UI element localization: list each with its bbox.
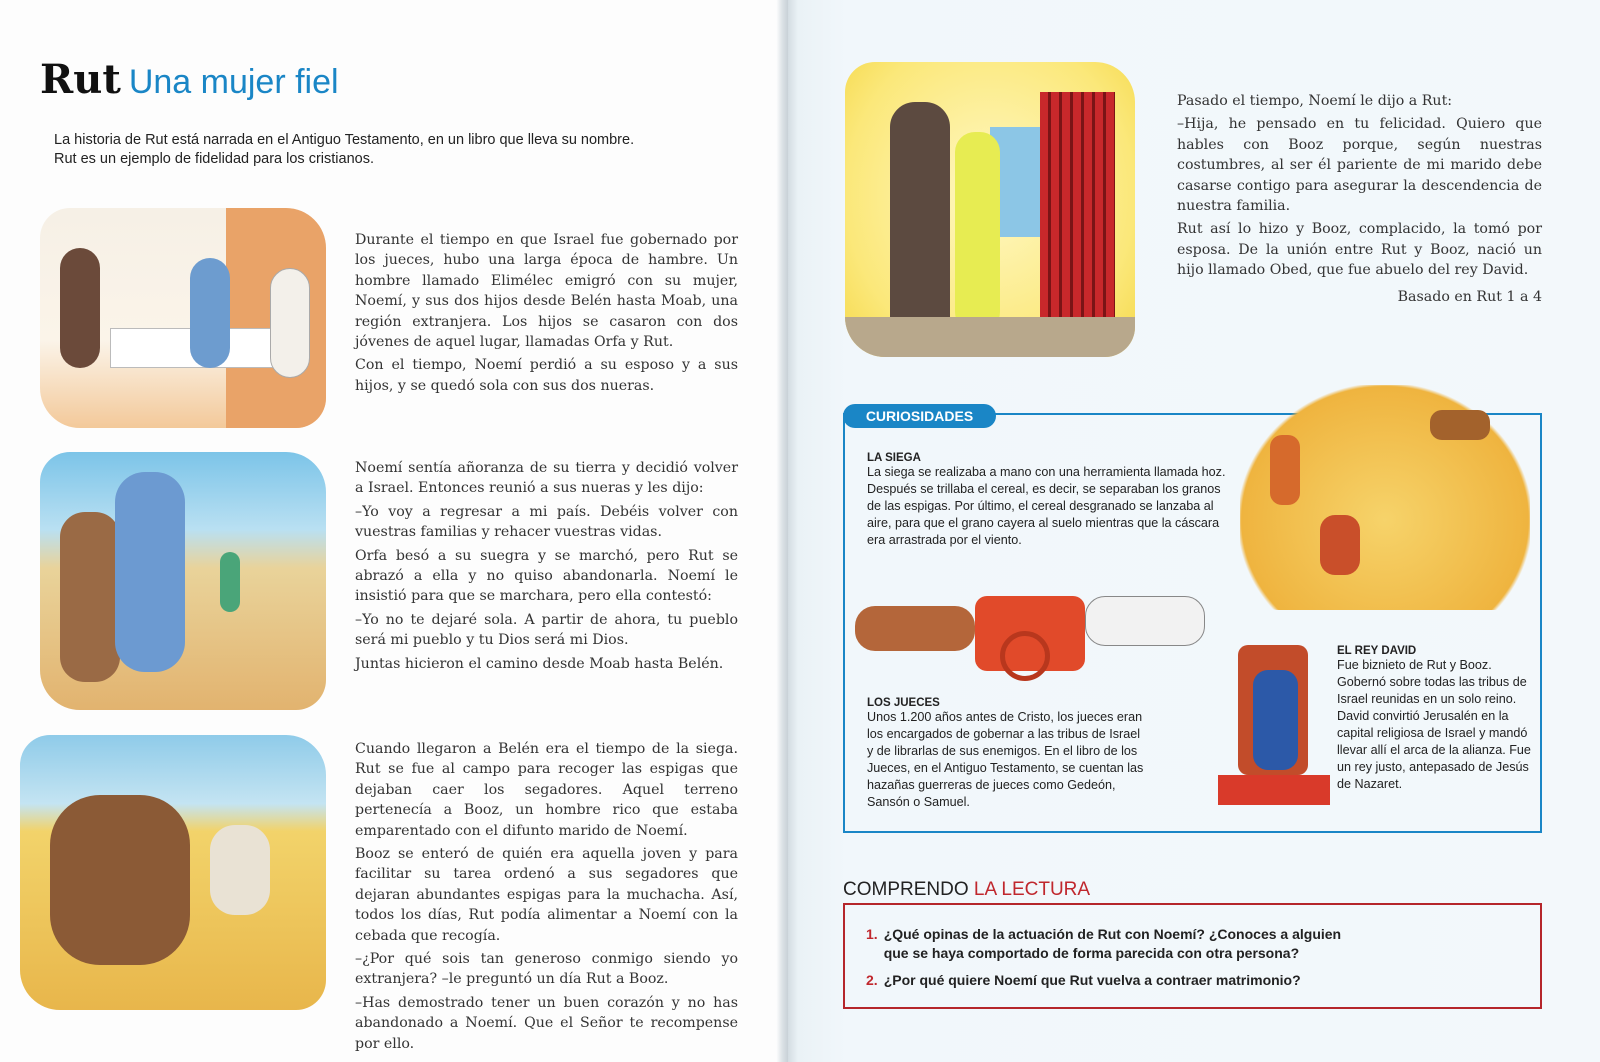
heading-part: COMPRENDO [843,879,969,900]
question-number: 1. [866,926,878,942]
heading-part: LA LECTURA [973,879,1091,900]
question-1 [866,925,1366,963]
curiosity-jueces [867,697,1147,811]
title-main: Rut [40,56,121,103]
title-subtitle: Una mujer fiel [128,63,339,101]
paragraph: Juntas hicieron el camino desde Moab hasta Belén. [355,655,724,672]
paragraph: –Has demostrado tener un buen corazón y no has abandonado a Noemí. Que el Señor te recompense por ello. [355,994,738,1052]
paragraph: Durante el tiempo en que Israel fue gobernado por los jueces, hubo una larga época de hambre. Un hombre llamado Elimélec emigró con su mujer, Noemí, y sus dos hijos desde Belén hasta Moab, una región extranjera. Los hijos se casaron con dos jóvenes de aquel lugar, llamadas Orfa y Rut. [355,232,738,351]
curiosity-heading: LA SIEGA [867,452,921,464]
page-title [40,56,339,103]
illustration-judges-chariot [850,566,1210,694]
paragraph: Orfa besó a su suegra y se marchó, pero Rut se abrazó a ella y no quiso abandonarla. Noemí le insistió para que se marchara, pero ella contestó: [355,547,738,605]
paragraph: Rut así lo hizo y Booz, complacido, la tomó por esposa. De la unión entre Rut y Booz, nació un hijo llamado Obed, que fue abuelo del rey David. [1177,221,1542,279]
illustration-king-david [1218,640,1330,810]
curiosidades-tab: CURIOSIDADES [843,404,996,428]
paragraph: Booz se enteró de quién era aquella joven y para facilitar su tarea ordenó a sus segadores que dejaran abundantes espigas para la muchacha. Así, todos los días, Rut podía alimentar a Noemí con la cebada que recogía. [355,846,738,944]
story-section-1 [355,230,738,399]
illustration-harvest [1240,385,1530,610]
curiosity-text: Unos 1.200 años antes de Cristo, los jueces eran los encargados de gobernar a las tribus de Israel y de librarlas de sus enemigos. En el libro de los Jueces, en el Antiguo Testamento, se cuentan las hazañas guerreras de jueces como Gedeón, Sansón o Samuel. [867,710,1144,809]
paragraph: –Yo voy a regresar a mi país. Debéis volver con vuestras familias y rehacer vuestras vidas. [355,503,738,541]
curiosity-heading: LOS JUECES [867,697,940,709]
illustration-ruth-naomi [40,452,326,710]
curiosity-text: Fue biznieto de Rut y Booz. Gobernó sobre todas las tribus de Israel reunidas en un solo reino. David convirtió Jerusalén en la capital religiosa de Israel y mandó llevar allí el arca de la alianza. Fue un rey justo, antepasado de Jesús de Nazaret. [1337,658,1531,791]
story-section-2 [355,458,738,677]
intro-line: Rut es un ejemplo de fidelidad para los cristianos. [54,151,374,167]
paragraph: Pasado el tiempo, Noemí le dijo a Rut: [1177,93,1453,109]
illustration-ruth-gleaning [20,735,326,1010]
question-text: ¿Qué opinas de la actuación de Rut con Noemí? ¿Conoces a alguien que se haya comportado de forma parecida con otra persona? [883,926,1342,961]
question-2 [866,971,1466,990]
paragraph: –Yo no te dejaré sola. A partir de ahora, tu pueblo será mi pueblo y tu Dios será mi Dios. [355,611,738,649]
paragraph: Noemí sentía añoranza de su tierra y decidió volver a Israel. Entonces reunió a sus nueras y les dijo: [355,460,738,497]
curiosity-siega [867,452,1232,549]
question-text: ¿Por qué quiere Noemí que Rut vuelva a contraer matrimonio? [883,972,1301,988]
story-section-3 [355,739,738,1057]
illustration-family-meal [40,208,326,428]
illustration-boaz-ruth-obed [845,62,1135,357]
story-ending [1177,91,1542,310]
book-gutter [776,0,788,1062]
source-reference: Basado en Rut 1 a 4 [1397,288,1542,305]
curiosity-text: La siega se realizaba a mano con una herramienta llamada hoz. Después se trillaba el cereal, es decir, se separaban los granos de las espigas. Por último, el cereal desgranado se lanzaba al aire, para que el grano cayera al suelo mientras que la cáscara era arrastrada por el viento. [867,465,1226,547]
paragraph: Con el tiempo, Noemí perdió a su esposo y a sus hijos, y se quedó sola con sus dos nueras. [355,357,738,394]
paragraph: Cuando llegaron a Belén era el tiempo de la siega. Rut se fue al campo para recoger las espigas que dejaban caer los segadores. Aquel terreno pertenecía a Booz, un hombre rico que estaba emparentado con el difunto marido de Noemí. [355,741,738,839]
paragraph: –¿Por qué sois tan generoso conmigo siendo yo extranjera? –le preguntó un día Rut a Booz. [355,951,738,988]
paragraph: –Hija, he pensado en tu felicidad. Quiero que hables con Booz porque, según nuestras costumbres, al ser él pariente de mi marido debe casarse contigo para asegurar la descendencia de nuestra familia. [1177,116,1542,215]
intro-line: La historia de Rut está narrada en el Antiguo Testamento, en un libro que lleva su nombre. [54,132,635,148]
intro-text [54,131,734,169]
curiosity-heading: EL REY DAVID [1337,645,1417,657]
comprendo-heading [843,879,1090,901]
question-number: 2. [866,972,878,988]
curiosity-david [1337,645,1537,793]
